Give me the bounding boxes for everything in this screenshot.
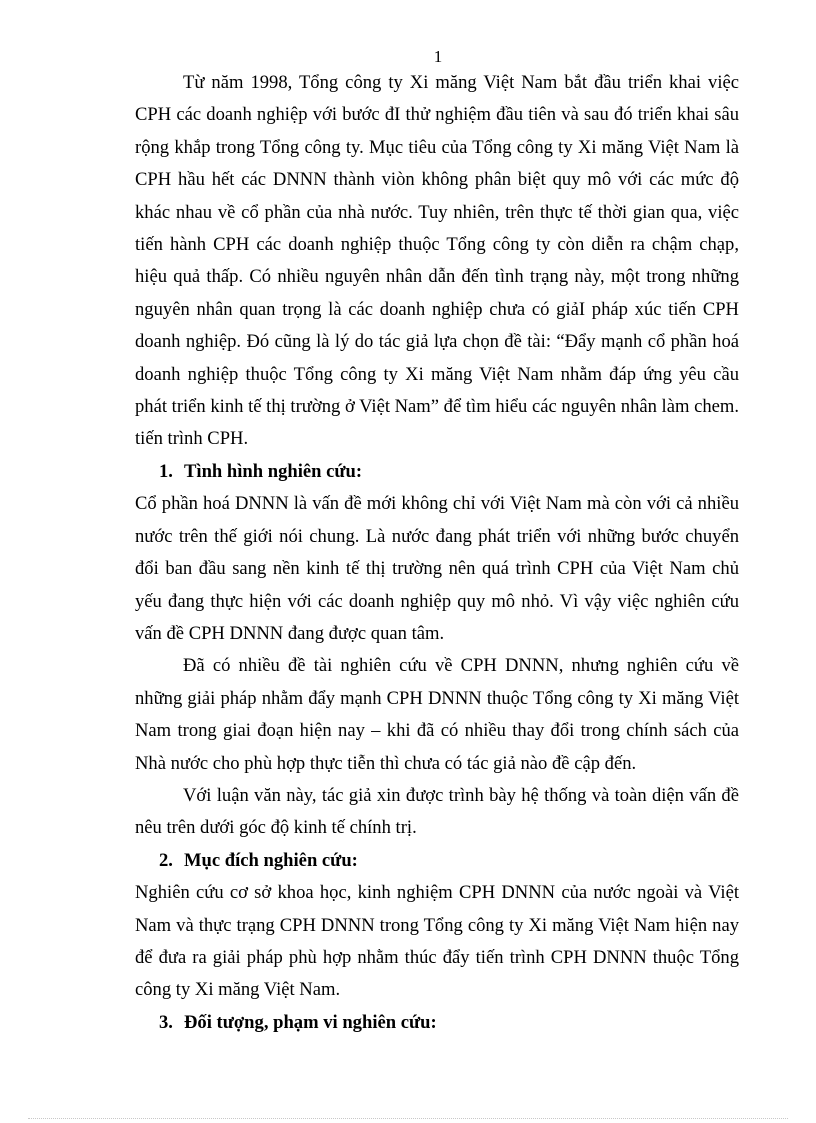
section1-paragraph-1: Cổ phần hoá DNNN là vấn đề mới không chỉ với Việt Nam mà còn với cả nhiều nước trên thế giới nói chung. Là nước đang phát triển với những bước chuyển đổi ban đầu sang nền kinh tế thị trường nên quá trình CPH của Việt Nam chủ yếu đang thực hiện với các doanh nghiệp quy mô nhỏ. Vì vậy việc nghiên cứu vấn đề CPH DNNN đang được quan tâm. <box>135 493 739 644</box>
section-number: 2. <box>159 849 173 871</box>
section-heading-3 <box>135 1007 739 1039</box>
section-title: Đối tượng, phạm vi nghiên cứu: <box>184 1011 437 1033</box>
section-heading-2 <box>135 845 739 877</box>
section-number: 1. <box>159 460 173 482</box>
document-body <box>135 67 739 1039</box>
section1-paragraph-2: Đã có nhiều đề tài nghiên cứu về CPH DNNN, nhưng nghiên cứu về những giải pháp nhằm đẩy mạnh CPH DNNN thuộc Tổng công ty Xi măng Việt Nam trong giai đoạn hiện nay – khi đã có nhiều thay đổi trong chính sách của Nhà nước cho phù hợp thực tiễn thì chưa có tác giả nào đề cập đến. <box>135 655 739 774</box>
section2-paragraph-1: Nghiên cứu cơ sở khoa học, kinh nghiệm CPH DNNN của nước ngoài và Việt Nam và thực trạng CPH DNNN trong Tổng công ty Xi măng Việt Nam hiện nay để đưa ra giải pháp phù hợp nhằm thúc đẩy tiến trình CPH DNNN thuộc Tổng công ty Xi măng Việt Nam. <box>135 882 739 1001</box>
page-bottom-rule <box>28 1118 788 1119</box>
intro-paragraph: Từ năm 1998, Tổng công ty Xi măng Việt Nam bắt đầu triển khai việc CPH các doanh nghiệp với bước đI thử nghiệm đầu tiên và sau đó triển khai sâu rộng khắp trong Tổng công ty. Mục tiêu của Tổng công ty Xi măng Việt Nam là CPH hầu hết các DNNN thành viòn không phân biệt quy mô với các mức độ khác nhau về cổ phần của nhà nước. Tuy nhiên, trên thực tế thời gian qua, việc tiến hành CPH các doanh nghiệp thuộc Tổng công ty còn diễn ra chậm chạp, hiệu quả thấp. Có nhiều nguyên nhân dẫn đến tình trạng này, một trong những nguyên nhân quan trọng là các doanh nghiệp chưa có giảI pháp xúc tiến CPH doanh nghiệp. Đó cũng là lý do tác giả lựa chọn đề tài: “Đẩy mạnh cổ phần hoá doanh nghiệp thuộc Tổng công ty Xi măng Việt Nam nhằm đáp ứng yêu cầu phát triển kinh tế thị trường ở Việt Nam” để tìm hiểu các nguyên nhân làm chem. tiến trình CPH. <box>135 72 740 450</box>
page-number: 1 <box>433 47 443 66</box>
section-heading-1 <box>135 456 739 488</box>
section-title: Tình hình nghiên cứu: <box>184 460 363 482</box>
section-title: Mục đích nghiên cứu: <box>184 849 358 871</box>
section1-paragraph-3: Với luận văn này, tác giả xin được trình bày hệ thống và toàn diện vấn đề nêu trên dưới góc độ kinh tế chính trị. <box>135 784 739 839</box>
section-number: 3. <box>159 1011 173 1033</box>
